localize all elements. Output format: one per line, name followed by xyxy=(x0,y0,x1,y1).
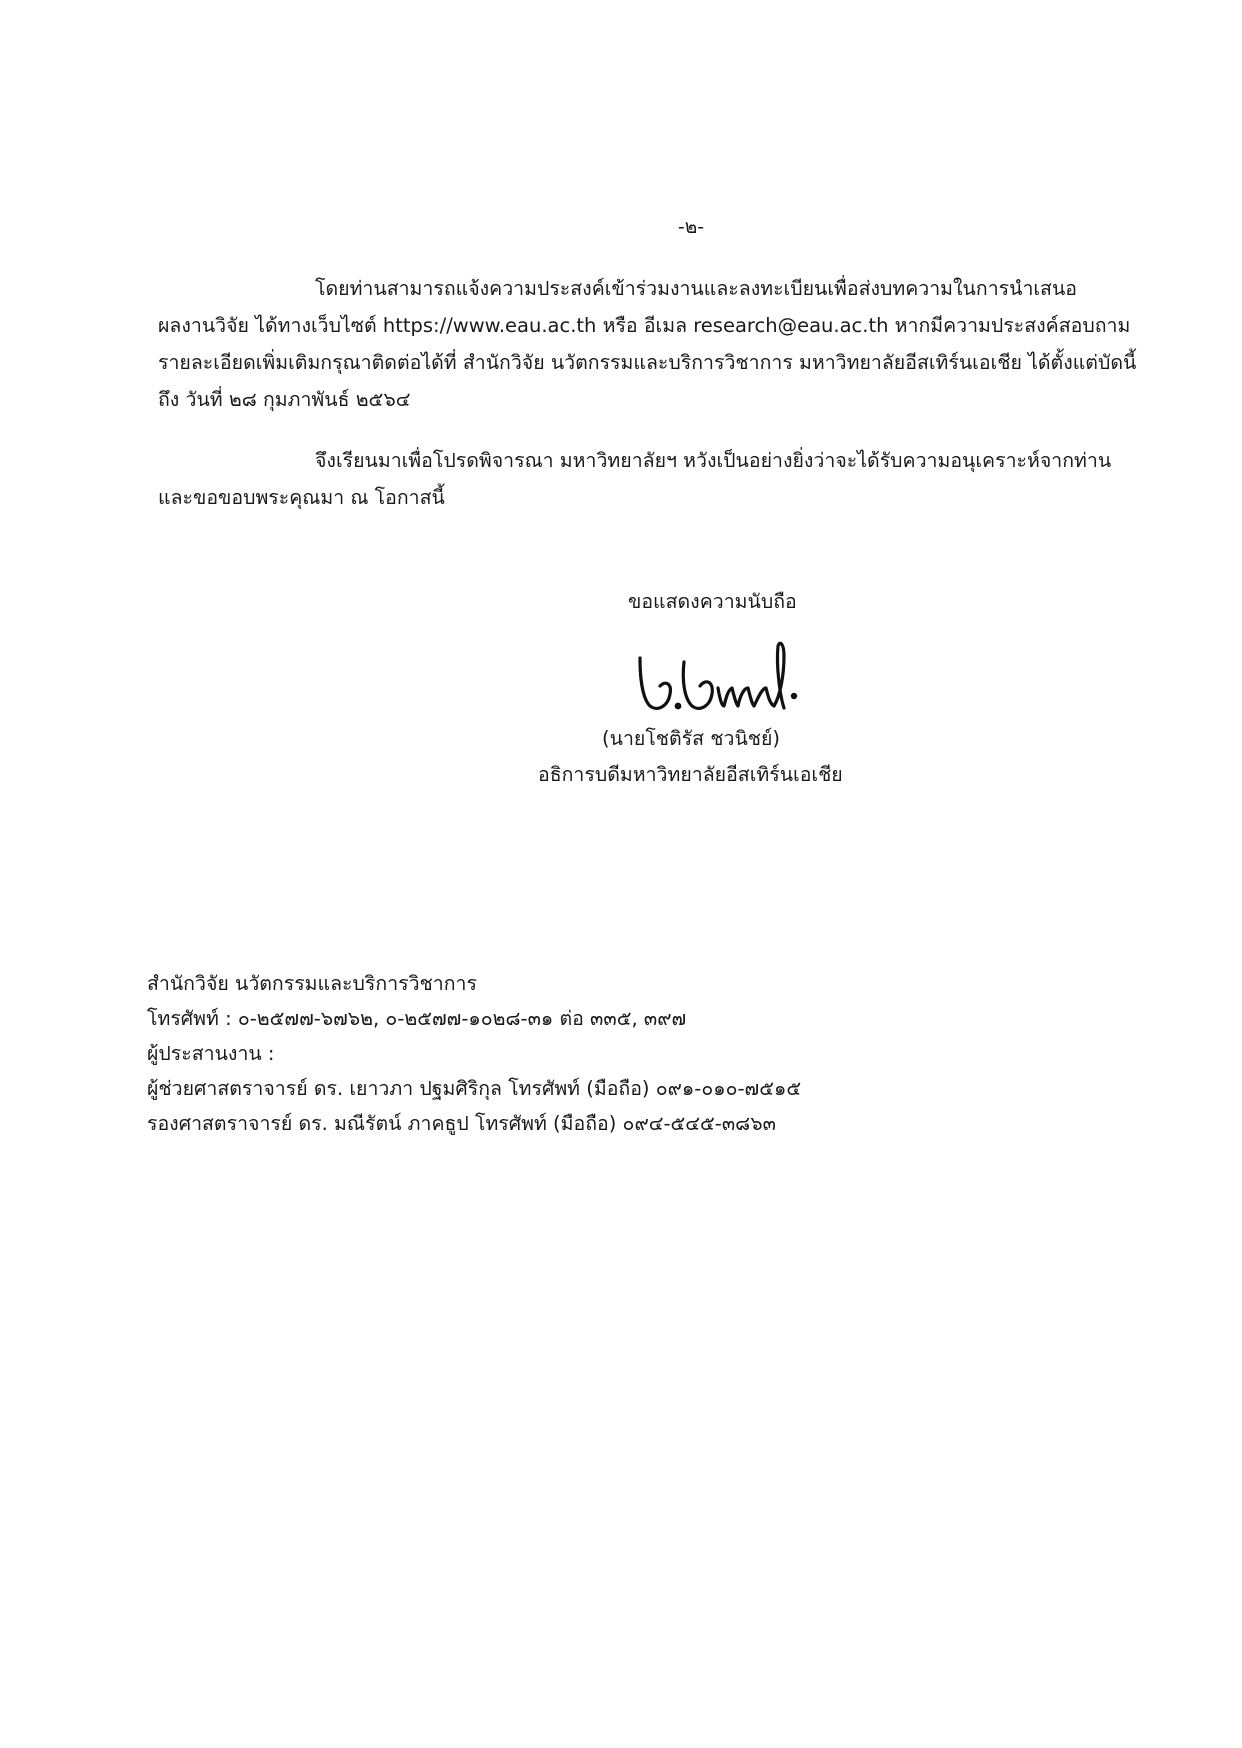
paragraph-registration-info xyxy=(158,270,1137,418)
paragraph-line: ผลงานวิจัย ได้ทางเว็บไซต์ https://www.eau.ac.th หรือ อีเมล research@eau.ac.th หากมีความประสงค์สอบถาม xyxy=(158,314,1131,337)
contact-coordinator-2: รองศาสตราจารย์ ดร. มณีรัตน์ ภาคธูป โทรศัพท์ (มือถือ) ๐๙๔-๕๔๕-๓๘๖๓ xyxy=(147,1112,776,1135)
contact-coordinator-label: ผู้ประสานงาน : xyxy=(147,1042,275,1065)
page-number: -๒- xyxy=(677,216,705,238)
closing-salutation: ขอแสดงความนับถือ xyxy=(628,590,797,613)
contact-info xyxy=(147,966,801,1141)
paragraph-line: จึงเรียนมาเพื่อโปรดพิจารณา มหาวิทยาลัยฯ หวังเป็นอย่างยิ่งว่าจะได้รับความอนุเคราะห์จากท่าน xyxy=(315,449,1112,472)
handwritten-signature xyxy=(634,636,804,718)
paragraph-request xyxy=(158,442,1120,516)
paragraph-line: ถึง วันที่ ๒๘ กุมภาพันธ์ ๒๕๖๔ xyxy=(158,388,411,411)
paragraph-line: และขอขอบพระคุณมา ณ โอกาสนี้ xyxy=(158,486,445,509)
paragraph-line: โดยท่านสามารถแจ้งความประสงค์เข้าร่วมงานและลงทะเบียนเพื่อส่งบทความในการนำเสนอ xyxy=(315,277,1078,300)
contact-phone: โทรศัพท์ : ๐-๒๕๗๗-๖๗๖๒, ๐-๒๕๗๗-๑๐๒๘-๓๑ ต่อ ๓๓๕, ๓๙๗ xyxy=(147,1007,687,1030)
signer-title: อธิการบดีมหาวิทยาลัยอีสเทิร์นเอเชีย xyxy=(538,763,843,786)
signer-name: (นายโชติรัส ชวนิชย์) xyxy=(602,727,781,750)
contact-office: สำนักวิจัย นวัตกรรมและบริการวิชาการ xyxy=(147,972,477,995)
contact-coordinator-1: ผู้ช่วยศาสตราจารย์ ดร. เยาวภา ปฐมศิริกุล โทรศัพท์ (มือถือ) ๐๙๑-๐๑๐-๗๕๑๕ xyxy=(147,1077,802,1100)
paragraph-line: รายละเอียดเพิ่มเติมกรุณาติดต่อได้ที่ สำนักวิจัย นวัตกรรมและบริการวิชาการ มหาวิทยาลัยอีสเทิร์นเอเชีย ได้ตั้งแต่บัดนี้ xyxy=(158,351,1137,374)
